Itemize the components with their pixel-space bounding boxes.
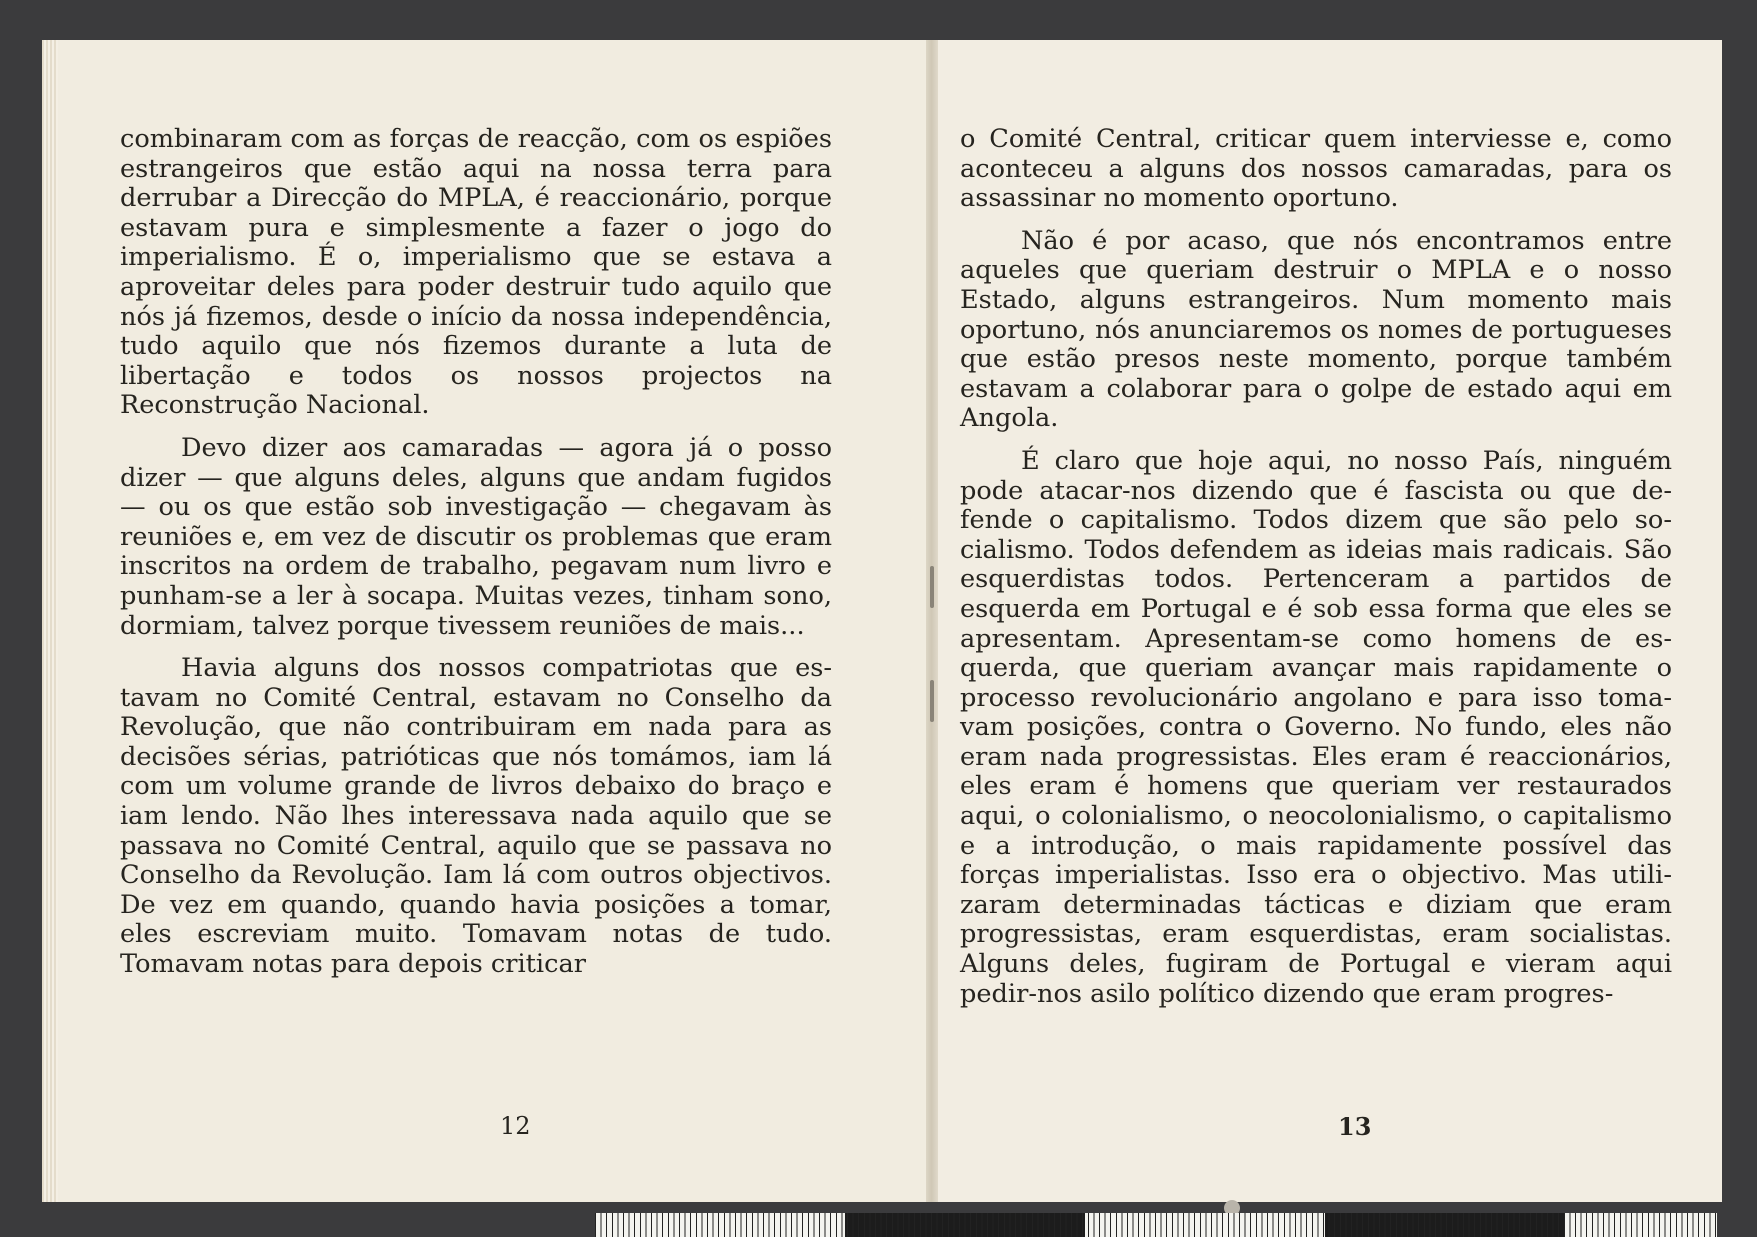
scale-ruler [595, 1213, 1717, 1237]
left-page-number: 12 [500, 1112, 531, 1140]
page-edges [42, 40, 58, 1202]
staple-bottom [930, 680, 934, 722]
left-paragraph: Havia alguns dos nossos compatriotas que estavam no Comité Central, estavam no Conselho da Revolução, que não contribuiram em nada para as decisões sérias, patrióticas que nós tomámos, iam lá com um volume grande de livros debaixo do braço e iam lendo. Não lhes interessava nada aquilo que se passava no Comité Central, aquilo que se passava no Conselho da Revolução. Iam lá com outros objectivos. De vez em quando, quando havia posições a tomar, eles escreviam muito. Tomavam notas de tudo. Tomavam notas para depois criticar [120, 653, 832, 980]
left-page-text [120, 125, 832, 993]
book-spread [42, 40, 1722, 1202]
right-page-text [960, 125, 1672, 1022]
book-gutter [926, 40, 938, 1202]
left-paragraph: combinaram com as forças de reacção, com os espiões estrangeiros que estão aqui na nossa terra para derrubar a Direcção do MPLA, é reaccionário, porque estavam pura e simplesmente a fazer o jogo do imperialismo. É o, imperialismo que se estava a aproveitar deles para poder destruir tudo aquilo que nós já fizemos, desde o início da nossa independência, tudo aquilo que nós fizemos durante a luta de libertação e todos os nossos projectos na Reconstrução Nacional. [120, 124, 832, 421]
right-page-number: 13 [1338, 1112, 1372, 1141]
left-paragraph: Devo dizer aos camaradas — agora já o posso dizer — que alguns deles, alguns que andam fugidos — ou os que estão sob investigação — chegavam às reuniões e, em vez de discutir os problemas que eram inscritos na ordem de trabalho, pegavam num livro e punham-se a ler à socapa. Muitas vezes, tinham sono, dormiam, talvez porque tivessem reuniões de mais... [120, 432, 832, 641]
right-paragraph: o Comité Central, criticar quem interviesse e, como aconteceu a alguns dos nossos camaradas, para os assassinar no momento oportuno. [960, 124, 1672, 214]
right-paragraph: Não é por acaso, que nós encontramos entre aqueles que queriam destruir o MPLA e o nosso Estado, alguns estrangeiros. Num momento mais oportuno, nós anunciaremos os nomes de portugueses que estão presos neste momento, porque também estavam a colaborar para o golpe de estado aqui em Angola. [960, 225, 1672, 434]
right-paragraph: É claro que hoje aqui, no nosso País, ninguém pode atacar-nos dizendo que é fascista ou que defende o capitalismo. Todos dizem que são pelo socialismo. Todos defendem as ideias mais radicais. São esquerdistas todos. Pertenceram a partidos de esquerda em Portugal e é sob essa forma que eles se apresentam. Apresentam-se como homens de esquerda, que queriam avançar mais rapidamente o processo revolucionário angolano e para isso tomavam posições, contra o Governo. No fundo, eles não eram nada progressistas. Eles eram é reaccionários, eles eram é homens que queriam ver restaurados aqui, o colonialismo, o neocolonialismo, o capitalismo e a introdução, o mais rapidamente possível das forças imperialistas. Isso era o objectivo. Mas utilizaram determinadas tácticas e diziam que eram progressistas, eram esquerdistas, eram socialistas. Alguns deles, fugiram de Portugal e vieram aqui pedir-nos asilo político dizendo que eram progres- [960, 445, 1672, 1009]
staple-top [930, 566, 934, 608]
ruler-ticks [595, 1213, 1717, 1237]
